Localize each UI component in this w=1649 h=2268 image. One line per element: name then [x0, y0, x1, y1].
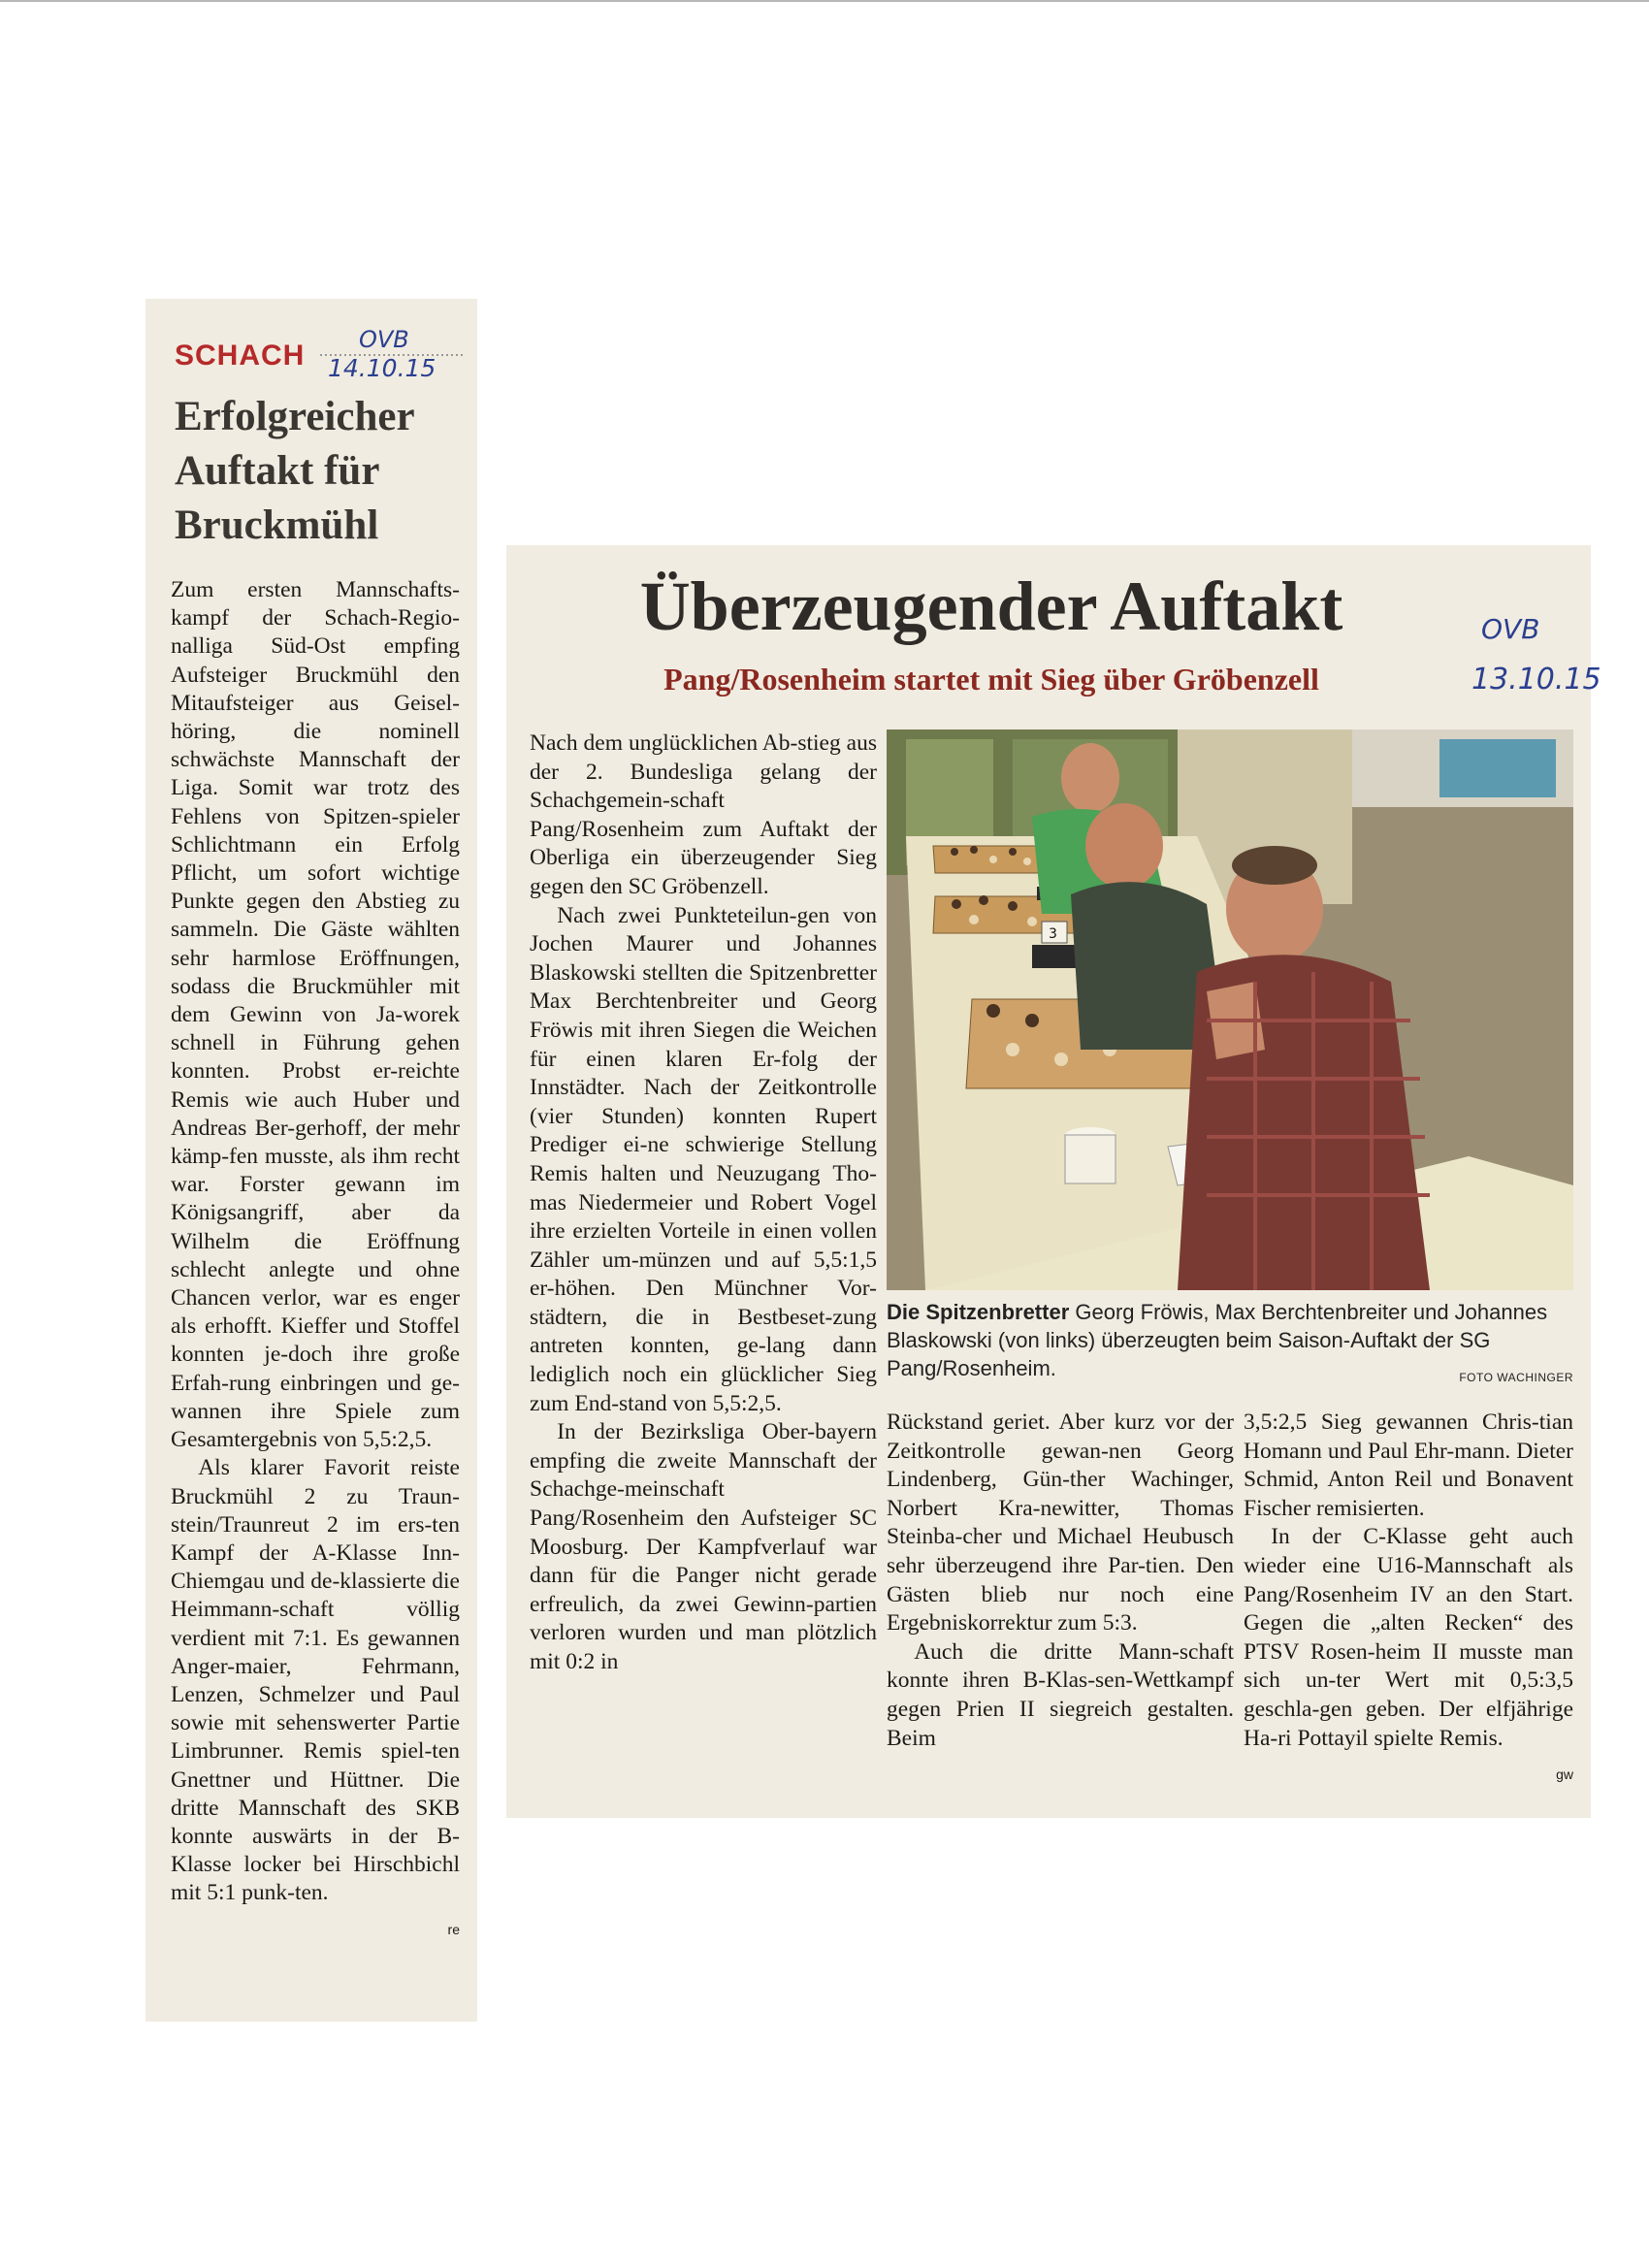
table-number-card: 3 — [1049, 926, 1057, 942]
article-column-2 — [887, 1409, 1234, 1753]
left-paragraph-2: Als klarer Favorit reiste Bruckmühl 2 zu Traun-stein/Traunreut 2 im ers-ten Kampf der A-Klasse Inn-Chiemgau und de-klassierte die Heimmann-schaft völlig verdient mit 7:1. Es gewannen Anger-maier, Fehrmann, Lenzen, Schmelzer und Paul sowie mit sehenswerter Partie Limbrunner. Remis spiel-ten Gnettner und Hüttner. Die dritte Mannschaft des SKB konnte auswärts in der B-Klasse locker bei Hirschbichl mit 5:1 punk-ten. — [171, 1455, 460, 1906]
left-paragraph-1: Zum ersten Mannschafts-kampf der Schach-Regio-nalliga Süd-Ost empfing Aufsteiger Bruckmühl den Mitaufsteiger aus Geisel-höring, die nominell schwächste Mannschaft der Liga. Somit war trotz des Fehlens von Spitzen-spieler Schlichtmann ein Erfolg Pflicht, um sofort wichtige Punkte gegen den Abstieg zu sammeln. Die Gäste wählten sehr harmlose Eröffnungen, sodass die Bruckmühler mit dem Gewinn von Ja-worek schnell in Führung gehen konnten. Probst er-reichte Remis wie auch Huber und Andreas Ber-gerhoff, der mehr kämp-fen musste, als ihm recht war. Forster gewann im Königsangriff, aber da Wilhelm die Eröffnung schlecht anlegte und ohne Chancen verlor, war es enger als erhofft. Kieffer und Stoffel konnten je-doch ihre große Erfah-rung einbringen und ge-wannen ihre Spiele zum Gesamtergebnis von 5,5:2,5. — [171, 577, 460, 1453]
column-1-paragraph-1: Nach dem unglücklichen Ab-stieg aus der 2. Bundesliga gelang der Schachgemein-schaft Pang/Rosenheim zum Auftakt der Oberliga ein überzeugender Sieg gegen den SC Gröbenzell. — [530, 730, 877, 899]
article-column-1 — [530, 729, 877, 1677]
handwritten-source: OVB — [1481, 613, 1540, 645]
left-headline: Erfolgreicher Auftakt für Bruckmühl — [175, 394, 414, 548]
column-1-paragraph-2: Nach zwei Punkteteilun-gen von Jochen Maurer und Johannes Blaskowski stellten die Spitzenbretter Max Berchtenbreiter und Georg Fröwis mit ihren Siegen die Weichen für einen klaren Er-folg der Innstädter. Nach der Zeitkontrolle (vier Stunden) konnten Rupert Prediger ei-ne schwierige Stellung Remis halten und Neuzugang Tho-mas Niedermeier und Robert Vogel ihre erzielten Vorteile in einen vollen Zähler um-münzen und auf 5,5:1,5 er-höhen. Den Münchner Vor-städtern, die in Bestbeset-zung antreten konnten, ge-lang dann lediglich noch ein glücklicher Sieg zum End-stand von 5,5:2,5. — [530, 902, 877, 1416]
right-article-clipping — [506, 545, 1601, 1818]
column-2-paragraph-1: Rückstand geriet. Aber kurz vor der Zeitkontrolle gewan-nen Georg Lindenberg, Gün-ther Wachinger, Norbert Kra-newitter, Thomas Steinba-cher und Michael Heubusch sehr überzeugend ihre Par-tien. Den Gästen blieb nur noch eine Ergebniskorrektur zum 5:3. — [887, 1409, 1234, 1636]
left-article-clipping — [146, 299, 477, 2022]
article-column-3 — [1244, 1409, 1573, 1790]
photo-credit: FOTO WACHINGER — [1459, 1371, 1573, 1384]
handwritten-source-note — [1462, 601, 1601, 703]
handwritten-date: 14.10.15 — [328, 354, 436, 382]
handwritten-source-note — [320, 320, 466, 380]
chess-match-photo — [887, 729, 1573, 1290]
photo-caption — [887, 1298, 1573, 1392]
author-signature: re — [447, 1921, 460, 1937]
scan-edge — [0, 0, 1649, 2]
author-signature: gw — [1556, 1766, 1573, 1783]
column-1-paragraph-3: In der Bezirksliga Ober-bayern empfing die zweite Mannschaft der Schachge-meinschaft Pang/Rosenheim den Aufsteiger SC Moosburg. Der Kampfverlauf war dann für die Panger nicht gerade erfreulich, da zwei Gewinn-partien verloren wurden und man plötzlich mit 0:2 in — [530, 1419, 877, 1674]
caption-text: Georg Fröwis, Max Berchtenbreiter und Johannes Blaskowski (von links) überzeugten beim Saison-Auftakt der SG Pang/Rosenheim. — [887, 1300, 1548, 1380]
handwritten-date: 13.10.15 — [1471, 663, 1601, 697]
column-3-paragraph-2: In der C-Klasse geht auch wieder eine U16-Mannschaft als Pang/Rosenheim IV an den Start. Gegen die „alten Recken“ des PTSV Rosen-heim II musste man sich un-ter Wert mit 0,5:3,5 geschla-gen geben. Der elfjährige Ha-ri Pottayil spielte Remis. — [1244, 1524, 1573, 1751]
caption-lead: Die Spitzenbretter — [887, 1300, 1070, 1324]
handwritten-source: OVB — [359, 326, 409, 353]
left-article-body — [171, 576, 460, 1944]
right-subhead: Pang/Rosenheim startet mit Sieg über Gröbenzell — [663, 662, 1319, 697]
section-kicker: SCHACH — [175, 340, 306, 372]
column-3-paragraph-1: 3,5:2,5 Sieg gewannen Chris-tian Homann und Paul Ehr-mann. Dieter Schmid, Anton Reil und Bonavent Fischer remisierten. — [1244, 1409, 1573, 1521]
column-2-paragraph-2: Auch die dritte Mann-schaft konnte ihren B-Klas-sen-Wettkampf gegen Prien II siegreich gestalten. Beim — [887, 1638, 1234, 1751]
right-headline: Überzeugender Auftakt — [639, 567, 1343, 645]
